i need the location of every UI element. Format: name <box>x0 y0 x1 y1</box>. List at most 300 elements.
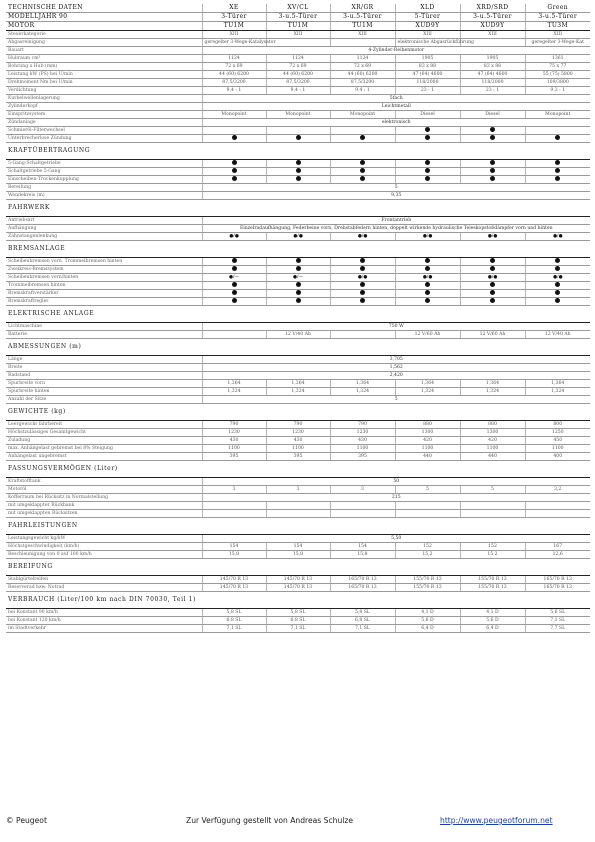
row-value: 12,6 <box>525 551 590 559</box>
row-value: XIII <box>460 31 525 39</box>
dot-cell <box>266 258 330 266</box>
row-value: 5,6 SL <box>525 609 590 617</box>
row-value: 1300 <box>395 429 460 437</box>
table-row <box>6 87 590 95</box>
section-title: FASSUNGSVERMÖGEN (Liter) <box>6 461 590 478</box>
model-name: XV/CL <box>266 4 330 13</box>
row-value: 4,1 D <box>460 609 525 617</box>
row-value: 1300 <box>460 429 525 437</box>
row-label: Anhängelast ungebremst <box>6 453 202 461</box>
dot-cell <box>330 168 395 176</box>
dot-pair-cell: ●/— <box>266 274 330 282</box>
table-row <box>6 396 590 404</box>
row-label: Steuerkategorie <box>6 31 202 39</box>
model-year: MODELLJAHR 90 <box>6 13 202 22</box>
feature-dot-icon <box>490 298 495 303</box>
row-value: 420 <box>395 437 460 445</box>
feature-dot-icon <box>425 135 430 140</box>
row-value: 1100 <box>266 445 330 453</box>
row-label: Anzahl der Sitze <box>6 396 202 404</box>
row-value: elektronisch <box>202 119 590 127</box>
dot-cell <box>202 266 266 274</box>
feature-dot-icon <box>555 168 560 173</box>
dot-cell <box>330 282 395 290</box>
dot-cell <box>460 160 525 168</box>
dot-cell <box>266 160 330 168</box>
dot-pair-cell: ●/● <box>330 274 395 282</box>
row-value: 154 <box>266 543 330 551</box>
row-label: Wendekreis (m) <box>6 192 202 200</box>
row-value: 1100 <box>460 445 525 453</box>
dot-pair-cell: ●/● <box>460 233 525 241</box>
feature-dot-icon <box>232 258 237 263</box>
row-label: Radstand <box>6 372 202 380</box>
row-label: Länge <box>6 356 202 364</box>
dot-pair-cell: ●/● <box>395 274 460 282</box>
door-count: 3-u.5-Türer <box>266 13 330 22</box>
dot-cell <box>202 168 266 176</box>
dot-cell <box>266 282 330 290</box>
table-row <box>6 576 590 584</box>
row-value: 750 W <box>202 323 590 331</box>
row-value: 55 (75) 5800 <box>525 71 590 79</box>
row-value: 4-Zylinder-Reihenmotor <box>202 47 590 55</box>
dot-cell <box>266 135 330 143</box>
row-label: Leistung kW (PS) bei U/min <box>6 71 202 79</box>
row-value: 880 <box>395 421 460 429</box>
header-row <box>6 13 590 22</box>
row-value: 6,8 SL <box>266 617 330 625</box>
dot-cell <box>525 298 590 306</box>
feature-dot-icon <box>360 290 365 295</box>
dot-pair-cell: ●/● <box>266 233 330 241</box>
dot-cell <box>395 127 460 135</box>
row-value: Monopoint <box>525 111 590 119</box>
row-value: elektronische Abgasrückführung <box>395 39 460 47</box>
row-value: XIII <box>330 31 395 39</box>
row-value: 1230 <box>202 429 266 437</box>
row-label: Zündanlage <box>6 119 202 127</box>
row-label: Schaltgetriebe 5-Gang <box>6 168 202 176</box>
feature-dot-icon <box>296 176 301 181</box>
feature-dot-icon <box>232 176 237 181</box>
model-name: XLD <box>395 4 460 13</box>
row-value: 395 <box>266 453 330 461</box>
table-row <box>6 127 590 135</box>
feature-dot-icon <box>555 160 560 165</box>
row-value: 1,324 <box>525 388 590 396</box>
table-row <box>6 535 590 543</box>
table-row <box>6 388 590 396</box>
feature-dot-icon <box>296 282 301 287</box>
row-label: Zahnstangenlenkung <box>6 233 202 241</box>
header-row <box>6 4 590 13</box>
dot-cell <box>202 176 266 184</box>
row-value: 1250 <box>525 429 590 437</box>
row-label: max. Anhängelast gebremst bei 8% Steigung <box>6 445 202 453</box>
row-value: 72 x 69 <box>330 63 395 71</box>
row-value: 15,8 <box>266 551 330 559</box>
feature-dot-icon <box>296 135 301 140</box>
feature-dot-icon <box>490 135 495 140</box>
table-row <box>6 584 590 592</box>
table-row <box>6 543 590 551</box>
row-value: 44 (60) 6200 <box>202 71 266 79</box>
feature-dot-icon <box>296 258 301 263</box>
feature-dot-icon <box>490 176 495 181</box>
engine-code: TU1M <box>202 22 266 31</box>
dot-cell <box>525 168 590 176</box>
dot-cell <box>395 160 460 168</box>
table-row <box>6 47 590 55</box>
row-value: 1124 <box>330 55 395 63</box>
row-value: 1,324 <box>266 388 330 396</box>
dot-cell <box>460 266 525 274</box>
door-count: 5-Türer <box>395 13 460 22</box>
table-row <box>6 233 590 241</box>
row-value: 1,364 <box>330 380 395 388</box>
row-value: 145/70 R 13 <box>266 576 330 584</box>
table-row <box>6 184 590 192</box>
dot-cell <box>202 298 266 306</box>
row-value: 1,324 <box>202 388 266 396</box>
row-value: 165/70 R 13 <box>525 576 590 584</box>
row-value: 215 <box>202 494 590 502</box>
row-label: im Stadtverkehr <box>6 625 202 633</box>
row-value: 430 <box>202 437 266 445</box>
section-heading-row <box>6 559 590 576</box>
dot-cell <box>266 176 330 184</box>
row-value: 12 V/40 Ah <box>525 331 590 339</box>
feature-dot-icon <box>490 290 495 295</box>
row-value <box>330 331 395 339</box>
section-heading-row <box>6 339 590 356</box>
dot-cell <box>202 160 266 168</box>
feature-dot-icon <box>425 290 430 295</box>
feature-dot-icon <box>490 168 495 173</box>
dot-cell <box>330 266 395 274</box>
section-title: ABMESSUNGEN (m) <box>6 339 590 356</box>
copyright: © Peugeot <box>6 816 47 825</box>
dot-pair-cell: ●/● <box>525 233 590 241</box>
row-value: 3 <box>202 486 266 494</box>
row-value: 1905 <box>460 55 525 63</box>
row-label: Zweikreis-Bremssystem <box>6 266 202 274</box>
table-row <box>6 494 590 502</box>
row-value <box>330 502 395 510</box>
feature-dot-icon <box>555 258 560 263</box>
row-value: geregelter 3-Wege-Kat <box>525 39 590 47</box>
row-value: 7,1 SL <box>202 625 266 633</box>
dot-cell <box>460 258 525 266</box>
dot-pair-cell: ●/● <box>330 233 395 241</box>
row-value: 3,705 <box>202 356 590 364</box>
row-value: 167 <box>525 543 590 551</box>
row-value: 420 <box>460 437 525 445</box>
row-value: 790 <box>330 421 395 429</box>
row-value: 1,364 <box>202 380 266 388</box>
row-value: 9,35 <box>202 192 590 200</box>
table-row <box>6 609 590 617</box>
dot-cell <box>330 290 395 298</box>
row-value: 1,364 <box>395 380 460 388</box>
row-value: 165/70 R 13 <box>525 584 590 592</box>
feature-dot-icon <box>296 266 301 271</box>
feature-dot-icon <box>425 298 430 303</box>
feature-dot-icon <box>555 290 560 295</box>
row-value: Monopoint <box>266 111 330 119</box>
row-value: 440 <box>460 453 525 461</box>
row-value: 154 <box>330 543 395 551</box>
row-value: 3 <box>330 486 395 494</box>
row-value: 72 x 69 <box>202 63 266 71</box>
feature-dot-icon <box>296 168 301 173</box>
table-row <box>6 551 590 559</box>
row-value: 6,8 SL <box>202 617 266 625</box>
table-row <box>6 364 590 372</box>
row-value: 395 <box>202 453 266 461</box>
row-value: 23 : 1 <box>460 87 525 95</box>
row-label: Hubraum cm³ <box>6 55 202 63</box>
section-title: ELEKTRISCHE ANLAGE <box>6 306 590 323</box>
row-value: 165/70 R 13 <box>330 584 395 592</box>
door-count: 3-u.5-Türer <box>330 13 395 22</box>
row-value: 155/70 R 13 <box>395 576 460 584</box>
row-value: 800 <box>525 421 590 429</box>
dot-cell <box>330 258 395 266</box>
dot-cell <box>395 298 460 306</box>
row-label: Einscheiben-Trockenkupplung <box>6 176 202 184</box>
row-value: 109/3800 <box>525 79 590 87</box>
feature-dot-icon <box>296 290 301 295</box>
row-label: Verdichtung <box>6 87 202 95</box>
feature-dot-icon <box>360 258 365 263</box>
section-title: BEREIFUNG <box>6 559 590 576</box>
row-value: 7,1 SL <box>525 617 590 625</box>
row-value: 1100 <box>330 445 395 453</box>
credit-text: Zur Verfügung gestellt von Andreas Schulze <box>186 816 354 825</box>
dot-cell <box>460 290 525 298</box>
table-row <box>6 258 590 266</box>
row-value: 790 <box>202 421 266 429</box>
dot-cell <box>395 168 460 176</box>
row-value: 5,50 <box>202 535 590 543</box>
engine-code: XUD9Y <box>460 22 525 31</box>
feature-dot-icon <box>296 298 301 303</box>
section-title: FAHRWERK <box>6 200 590 217</box>
table-row <box>6 625 590 633</box>
table-row <box>6 119 590 127</box>
door-count: 3-Türer <box>202 13 266 22</box>
dot-cell <box>266 266 330 274</box>
row-value: 15,8 <box>202 551 266 559</box>
door-count: 3-u.5-Türer <box>525 13 590 22</box>
row-value: XIII <box>266 31 330 39</box>
section-heading-row <box>6 200 590 217</box>
row-label: Leistungsgewicht kg/kW <box>6 535 202 543</box>
table-row <box>6 39 590 47</box>
feature-dot-icon <box>490 266 495 271</box>
dot-cell <box>266 298 330 306</box>
row-value: 1100 <box>202 445 266 453</box>
table-row <box>6 331 590 339</box>
dot-cell <box>330 127 395 135</box>
row-value: Diesel <box>460 111 525 119</box>
dot-cell <box>525 127 590 135</box>
table-row <box>6 168 590 176</box>
row-value: 1361 <box>525 55 590 63</box>
table-row <box>6 55 590 63</box>
feature-dot-icon <box>232 290 237 295</box>
row-value <box>395 502 460 510</box>
row-value: 1,324 <box>395 388 460 396</box>
row-value: 1124 <box>202 55 266 63</box>
dot-cell <box>525 135 590 143</box>
row-value: 430 <box>330 437 395 445</box>
dot-cell <box>330 298 395 306</box>
row-label: Reserverad bzw. Notrad <box>6 584 202 592</box>
feature-dot-icon <box>232 266 237 271</box>
section-heading-row <box>6 404 590 421</box>
row-label: Bauart <box>6 47 202 55</box>
row-value: 9,4 : 1 <box>202 87 266 95</box>
row-value: 118/2000 <box>460 79 525 87</box>
row-value: 9,4 : 1 <box>266 87 330 95</box>
table-row <box>6 192 590 200</box>
row-value <box>330 510 395 518</box>
row-value: 44 (60) 6200 <box>330 71 395 79</box>
row-value: 5,6 D <box>395 617 460 625</box>
row-value: 87,5/3200 <box>266 79 330 87</box>
row-value: 1,324 <box>330 388 395 396</box>
row-value: 50 <box>202 478 590 486</box>
dot-cell <box>460 135 525 143</box>
table-row <box>6 266 590 274</box>
engine-code: TU3M <box>525 22 590 31</box>
row-label: Breite <box>6 364 202 372</box>
row-value <box>460 510 525 518</box>
row-value: 165/70 R 13 <box>330 576 395 584</box>
dot-pair-cell: ●/— <box>202 274 266 282</box>
row-label: mit umgeklappter Rückbank <box>6 502 202 510</box>
row-value: 440 <box>395 453 460 461</box>
table-row <box>6 282 590 290</box>
row-label: Beschleunigung von 0 auf 100 km/h <box>6 551 202 559</box>
feature-dot-icon <box>232 160 237 165</box>
section-title: BREMSANLAGE <box>6 241 590 258</box>
table-row <box>6 71 590 79</box>
table-row <box>6 63 590 71</box>
row-value: 15,2 <box>395 551 460 559</box>
dot-cell <box>525 266 590 274</box>
row-value: 395 <box>330 453 395 461</box>
dot-cell <box>460 298 525 306</box>
row-value: 87,5/3200 <box>202 79 266 87</box>
feature-dot-icon <box>360 160 365 165</box>
row-value: 1,364 <box>525 380 590 388</box>
row-label: Trommelbremsen hinten <box>6 282 202 290</box>
table-row <box>6 510 590 518</box>
table-row <box>6 79 590 87</box>
row-value: 7,1 SL <box>266 625 330 633</box>
row-value <box>202 510 266 518</box>
feature-dot-icon <box>490 258 495 263</box>
table-row <box>6 323 590 331</box>
row-value: 47 (64) 4600 <box>395 71 460 79</box>
engine-code: TU1M <box>266 22 330 31</box>
table-row <box>6 274 590 282</box>
row-value: 1100 <box>395 445 460 453</box>
table-row <box>6 372 590 380</box>
feature-dot-icon <box>555 298 560 303</box>
row-value: 1,324 <box>460 388 525 396</box>
row-label: Lichtmaschine <box>6 323 202 331</box>
table-row <box>6 103 590 111</box>
row-label: bei Konstant 120 km/h <box>6 617 202 625</box>
section-heading-row <box>6 143 590 160</box>
row-value: 152 <box>395 543 460 551</box>
sheet-title: TECHNISCHE DATEN <box>6 4 202 13</box>
dot-cell <box>525 258 590 266</box>
row-label: Unterbrecherlose Zündung <box>6 135 202 143</box>
feature-dot-icon <box>490 160 495 165</box>
row-value: 1124 <box>266 55 330 63</box>
row-label: Abgasreinigung <box>6 39 202 47</box>
row-value: Diesel <box>395 111 460 119</box>
row-label: Bereifung <box>6 184 202 192</box>
row-value: 155/70 R 13 <box>460 576 525 584</box>
forum-link[interactable]: http://www.peugeotforum.net <box>440 816 553 825</box>
dot-cell <box>266 290 330 298</box>
dot-cell <box>460 127 525 135</box>
dot-cell <box>202 290 266 298</box>
row-label: Zuladung <box>6 437 202 445</box>
dot-cell <box>202 258 266 266</box>
row-value: 15,8 <box>330 551 395 559</box>
table-row <box>6 111 590 119</box>
row-value: XIII <box>202 31 266 39</box>
row-label: Scheibenbremsen vorn/hinten <box>6 274 202 282</box>
row-value <box>202 331 266 339</box>
page-footer <box>0 816 595 830</box>
row-label: Kraftstofftank <box>6 478 202 486</box>
row-value: 790 <box>266 421 330 429</box>
row-value <box>266 502 330 510</box>
row-value: 3,2 <box>525 486 590 494</box>
row-label: Bremskraftverstärker <box>6 290 202 298</box>
table-row <box>6 445 590 453</box>
feature-dot-icon <box>555 266 560 271</box>
feature-dot-icon <box>360 298 365 303</box>
row-value: 83 x 88 <box>460 63 525 71</box>
row-value: 3 <box>266 486 330 494</box>
row-label: Batterie <box>6 331 202 339</box>
feature-dot-icon <box>232 135 237 140</box>
section-heading-row <box>6 241 590 258</box>
row-value: 12 V/60 Ah <box>395 331 460 339</box>
section-title: MOTOR <box>6 22 202 31</box>
row-value: 1100 <box>525 445 590 453</box>
row-value: 6,4 D <box>395 625 460 633</box>
dot-cell <box>525 282 590 290</box>
row-value: 12 V/40 Ah <box>266 331 330 339</box>
feature-dot-icon <box>555 282 560 287</box>
row-value <box>525 502 590 510</box>
feature-dot-icon <box>490 127 495 132</box>
row-value: 83 x 88 <box>395 63 460 71</box>
feature-dot-icon <box>360 168 365 173</box>
dot-cell <box>395 176 460 184</box>
